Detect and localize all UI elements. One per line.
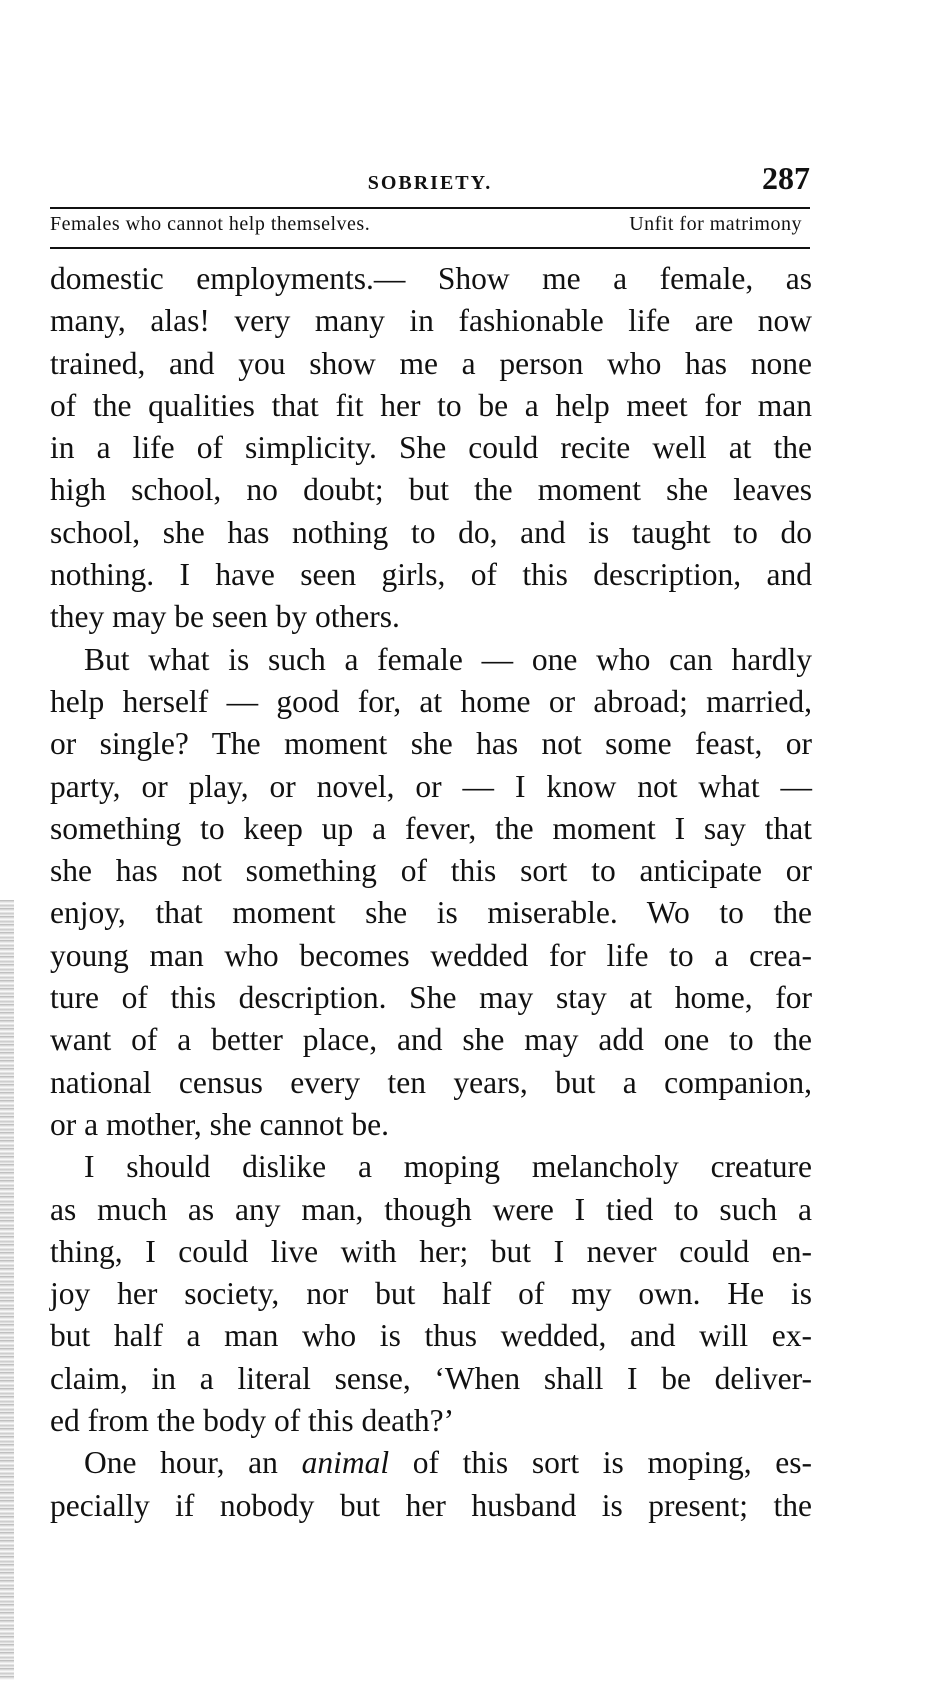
text-line: of the qualities that fit her to be a help meet for man (50, 387, 812, 423)
text-line: want of a better place, and she may add one to the (50, 1022, 812, 1058)
text-line: or a mother, she cannot be. (50, 1106, 389, 1142)
text-line: ed from the body of this death?’ (50, 1403, 455, 1439)
text-line: claim, in a literal sense, ‘When shall I be deliver- (50, 1360, 812, 1396)
text-line: But what is such a female — one who can hardly (84, 641, 812, 677)
text-line: national census every ten years, but a companion, (50, 1064, 812, 1100)
text-line: as much as any man, though were I tied to such a (50, 1191, 812, 1227)
topic-right: Unfit for matrimony (629, 213, 802, 235)
text-run: of this sort is moping, es- (389, 1445, 812, 1481)
paragraph-1 (50, 258, 812, 639)
text-line: ture of this description. She may stay at home, for (50, 980, 812, 1016)
text-line: they may be seen by others. (50, 599, 400, 635)
text-run: One hour, an (84, 1445, 302, 1481)
text-line: but half a man who is thus wedded, and will ex- (50, 1318, 812, 1354)
header-rule-top (50, 207, 810, 209)
text-line: many, alas! very many in fashionable life are now (50, 303, 812, 339)
italic-word: animal (301, 1445, 390, 1481)
text-line: party, or play, or novel, or — I know not what — (50, 768, 812, 804)
header-rule-bottom (50, 247, 810, 249)
text-line: she has not something of this sort to anticipate or (50, 853, 812, 889)
text-line: help herself — good for, at home or abroad; married, (50, 683, 812, 719)
body-text (50, 258, 812, 1527)
text-line: young man who becomes wedded for life to a crea- (50, 937, 812, 973)
scan-edge-noise (0, 900, 14, 1680)
text-line (50, 1485, 812, 1527)
text-line: or single? The moment she has not some feast, or (50, 726, 812, 762)
text-line (50, 1442, 812, 1484)
text-line: I should dislike a moping melancholy creature (84, 1149, 812, 1185)
paragraph-2 (50, 639, 812, 1147)
text-line: enjoy, that moment she is miserable. Wo to the (50, 895, 812, 931)
text-line: joy her society, nor but half of my own. He is (50, 1276, 812, 1312)
running-title: SOBRIETY. (367, 172, 493, 194)
text-line: domestic employments.— Show me a female, as (50, 261, 812, 296)
text-line: thing, I could live with her; but I never could en- (50, 1233, 812, 1269)
text-line: nothing. I have seen girls, of this description, and (50, 557, 812, 593)
text-line: high school, no doubt; but the moment she leaves (50, 472, 812, 508)
text-line: trained, and you show me a person who has none (50, 345, 812, 381)
text-line: something to keep up a fever, the moment I say that (50, 810, 812, 846)
topic-left: Females who cannot help themselves. (50, 213, 371, 235)
paragraph-4 (50, 1442, 812, 1527)
text-line: in a life of simplicity. She could recite well at the (50, 430, 812, 466)
text-run: pecially if nobody but her husband is present; the (50, 1487, 812, 1523)
running-head (50, 160, 810, 200)
page-number: 287 (762, 160, 810, 196)
paragraph-3 (50, 1146, 812, 1442)
text-line: school, she has nothing to do, and is taught to do (50, 514, 812, 550)
topic-line (50, 213, 810, 243)
